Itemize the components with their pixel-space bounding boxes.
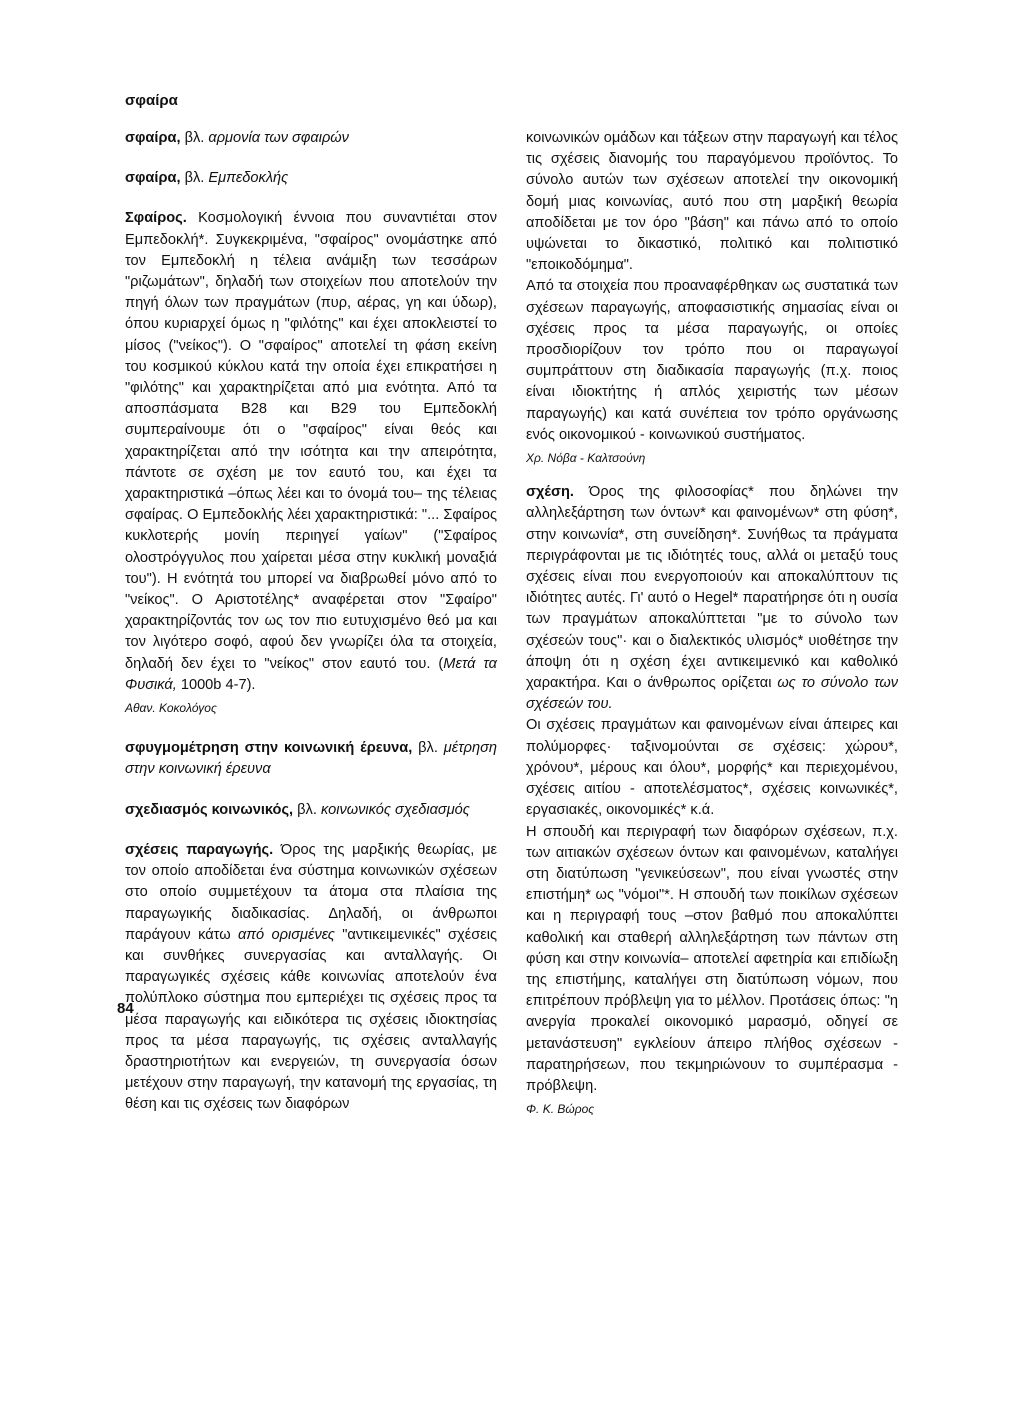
- see-also-text: βλ.: [180, 130, 209, 146]
- see-also-text: βλ.: [180, 170, 209, 187]
- entry-body-end: 1000b 4-7).: [176, 676, 256, 693]
- entry-sxeseis-paragogis-continued: [526, 128, 898, 469]
- entry-paragraph: Η σπουδή και περιγραφή των διαφόρων σχέσεων, π.χ. των αιτιακών σχέσεων όντων και φαινομένων, καταλήγει στη διατύπωση "γενικεύσεων", που είναι γνωστές στην επιστήμη* ως "νόμοι"*. Η σπουδή των ποικίλων σχέσεων και η περιγραφή τους –στον βαθμό που αποκαλύπτει καθολική και σταθερή αλληλεξάρτηση των πάντων στη φύση και στην κοινωνία– αποτελεί αφετηρία και επιδίωξη της επιστήμης, καταλήγει στη διατύπωση νόμων, που επιτρέπουν πρόβλεψη για το μέλλον. Προτάσεις όπως: "η ανεργία προκαλεί οικονομικό μαρασμό, οδηγεί σε μετανάστευση" εγκλείουν άπειρο πλήθος σχέσεων - παρατηρήσεων, που τεκμηριώνουν το συμπέρασμα - πρόβλεψη.: [526, 823, 898, 1094]
- emphasis: ως το σύνολο των σχέσεών του.: [526, 675, 898, 713]
- entry-sxeseis-paragogis: [125, 840, 497, 1116]
- cross-reference-link[interactable]: Εμπεδοκλής: [208, 170, 289, 187]
- author-signature: Χρ. Νόβα - Καλτσούνη: [526, 451, 646, 466]
- entry-sfygmometrisi: [125, 738, 497, 780]
- author-signature: Αθαν. Κοκολόγος: [125, 701, 217, 716]
- entry-paragraph: Από τα στοιχεία που προαναφέρθηκαν ως συστατικά των σχέσεων παραγωγής, αποφασιστικής σημασίας είναι οι σχέσεις προς τα μέσα παραγωγής, οι οποίες προσδιορίζουν τον τρόπο που οι παραγωγοί συμπράττουν στη διαδικασία παραγωγής (π.χ. ποιος είναι ιδιοκτήτης ή απλός χειριστής των μέσων παραγωγής) και κατά συνέπεια τον τρόπο οργάνωσης ενός οικονομικού - κοινωνικού συστήματος.: [526, 278, 898, 443]
- entry-paragraph: [526, 482, 898, 715]
- running-head: σφαίρα: [125, 92, 178, 109]
- entry-body: Κοσμολογική έννοια που συναντιέται στον Εμπεδοκλή*. Συγκεκριμένα, "σφαίρος" ονομάστηκε από τον Εμπεδοκλή η τέλεια ανάμιξη των τεσσάρων "ριζωμάτων", δηλαδή των στοιχείων που αποτελούν την πηγή όλων των πραγμάτων (πυρ, αέρας, γη και ύδωρ), όπου κυριαρχεί όμως η "φιλότης" και έχει αποκλειστεί το μίσος ("νείκος"). Ο "σφαίρος" αποτελεί τη φάση εκείνη του κοσμικού κύκλου κατά την οποία έχει επικρατήσει η "φιλότης" και χαρακτηρίζεται από μια ενότητα. Από τα αποσπάσματα Β28 και Β29 του Εμπεδοκλή συμπεραίνουμε ότι ο "σφαίρος" είναι θεός και χαρακτηρίζεται από την ισότητα και την απειρότητα, πάντοτε σε σχέση με τον εαυτό του, και έχει τα χαρακτηριστικά –όπως λέει και το όνομά του– της τέλειας σφαίρας. Ο Εμπεδοκλής λέει χαρακτηριστικά: "... Σφαίρος κυκλοτερής μονίη περιηγεί γαίων" ("Σφαίρος ολοστρόγγυλος που χαίρεται μέσα στην κυκλική μοναξιά του"). Η ενότητά του μπορεί να διαβρωθεί μόνο από το "νείκος". Ο Αριστοτέλης* αναφέρεται στον "Σφαίρο" χαρακτηρίζοντάς τον ως τον πιο ευτυχισμένο θεό μα και τον λιγότερο σοφό, αφού δεν γνωρίζει όλα τα στοιχεία, δηλαδή δεν έχει το "νείκος" στον εαυτό του. (: [125, 210, 497, 672]
- entry-body: Όρος της φιλοσοφίας* που δηλώνει την αλληλεξάρτηση των όντων* και φαινομένων* στη φύση*, στην κοινωνία*, στη συνείδηση*. Συνήθως τα πράγματα περιγράφονται με τις ιδιότητές τους, αλλά οι μεταξύ τους σχέσεις είναι που ενεργοποιούν και αποκαλύπτουν τις ιδιότητες αυτές. Γι' αυτό ο Hegel* παρατήρησε ότι η ουσία των πραγμάτων αποκαλύπτεται "με το σύνολο των σχέσεών τους"· και ο διαλεκτικός υλισμός* υιοθέτησε την άποψη ότι η σχέση έχει αντικειμενικό και καθολικό χαρακτήρα. Και ο άνθρωπος ορίζεται: [526, 484, 898, 692]
- left-column: [125, 128, 497, 1116]
- page-number: 84: [117, 1000, 134, 1017]
- author-signature: Φ. Κ. Βώρος: [526, 1102, 595, 1117]
- entry-paragraph: Οι σχέσεις πραγμάτων και φαινομένων είναι άπειρες και πολύμορφες· ταξινομούνται σε σχέσεις: χώρου*, χρόνου*, μέρους και όλου*, μορφής* και περιεχομένου, σχέσεις αιτίου - αποτελέσματος*, σχέσεις κοινωνικές*, εργασιακές, οικονομικές* κ.ά.: [526, 717, 898, 819]
- entry-sfaira-2: [125, 168, 497, 189]
- right-column: [526, 128, 898, 1120]
- cross-reference-link[interactable]: κοινωνικός σχεδιασμός: [320, 801, 470, 818]
- entry-sxediasmos: [125, 800, 497, 821]
- headword: σχέση.: [526, 484, 574, 501]
- entry-sfairos: [125, 208, 497, 719]
- entry-paragraph: κοινωνικών ομάδων και τάξεων στην παραγωγή και τέλος τις σχέσεις διανομής του παραγόμενου προϊόντος. Το σύνολο αυτών των σχέσεων αποτελεί την οικονομική δομή μιας κοινωνίας, αυτό που στη μαρξική θεωρία αποδίδεται με τον όρο "βάση" και πάνω από το οποίο υψώνεται το δικαστικό, πολιτικό και πολιτιστικό "εποικοδόμημα".: [526, 130, 898, 274]
- headword: Σφαίρος.: [125, 210, 187, 227]
- headword: σχεδιασμός κοινωνικός,: [125, 801, 294, 818]
- emphasis: από ορισμένες: [237, 926, 335, 943]
- entry-body: Όρος της μαρξικής θεωρίας, με τον οποίο αποδίδεται ένα σύστημα κοινωνικών σχέσεων στο οποίο συμμετέχουν τα άτομα στα πλαίσια της παραγωγικής διαδικασίας. Δηλαδή, οι άνθρωποι παράγουν κάτω: [125, 841, 498, 943]
- citation: Μετά τα Φυσικά,: [125, 655, 497, 693]
- see-also-text: βλ.: [293, 801, 321, 818]
- headword: σφαίρα,: [125, 130, 181, 146]
- cross-reference-link[interactable]: μέτρηση στην κοινωνική έρευνα: [125, 740, 498, 778]
- entry-sfaira-1: [125, 128, 497, 149]
- headword: σφυγμομέτρηση στην κοινωνική έρευνα,: [125, 740, 413, 757]
- entry-body-cont: "αντικειμενικές" σχέσεις και συνθήκες συνεργασίας και ανταλλαγής. Οι παραγωγικές σχέσεις κάθε κοινωνίας αποτελούν ένα πολύπλοκο σύστημα που εμπεριέχει τις σχέσεις προς τα μέσα παραγωγής και ειδικότερα τις σχέσεις ιδιοκτησίας προς τα μέσα παραγωγής, τις σχέσεις ανταλλαγής δραστηριοτήτων και ενεργειών, τη συνεργασία όσων μετέχουν στην παραγωγή, την κατανομή της εργασίας, τη θέση και τις σχέσεις των διαφόρων: [125, 926, 497, 1113]
- headword: σχέσεις παραγωγής.: [125, 841, 274, 858]
- cross-reference-link[interactable]: αρμονία των σφαιρών: [208, 130, 349, 146]
- see-also-text: βλ.: [412, 740, 444, 757]
- entry-sxesi: [526, 482, 898, 1120]
- headword: σφαίρα,: [125, 170, 181, 187]
